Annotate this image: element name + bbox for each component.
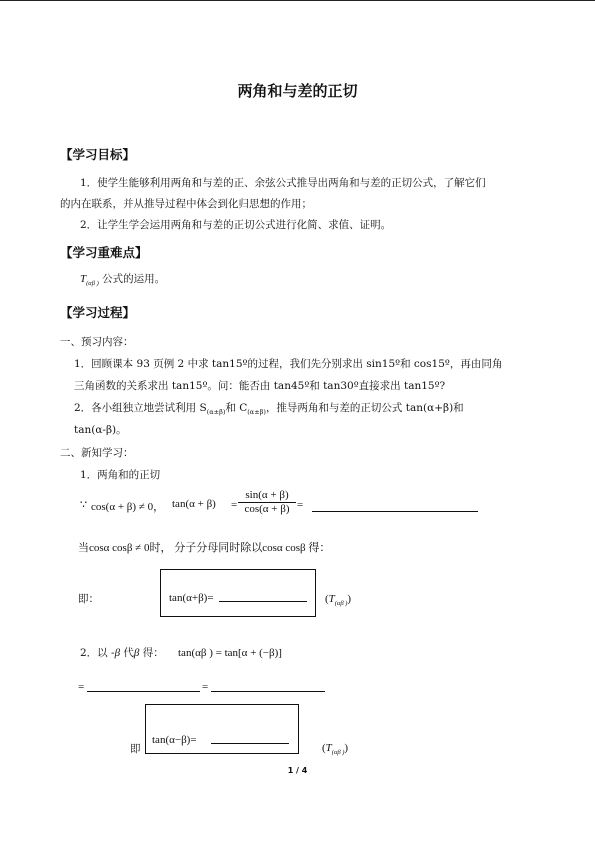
page-title: 两角和与差的正切 [237, 82, 358, 100]
preview-line-3 [74, 401, 464, 419]
box1-formula: tan(α+β)= [169, 592, 214, 604]
t-minus-label: $(T_{(\alpha\beta )})$ [322, 742, 349, 756]
top-rule [0, 0, 595, 1]
equals-1: = [231, 499, 238, 511]
t-plus-sub: (αβ ) [334, 600, 348, 607]
ji-label-1: 即： [78, 593, 99, 605]
goal-2: 2．让学生学会运用两角和与差的正切公式进行化简、求值、证明。 [80, 219, 392, 231]
t-plus-symbol: T [328, 593, 335, 605]
answer-blank-1[interactable] [312, 501, 478, 512]
page-number: 1 / 4 [287, 766, 308, 775]
newknow-label: 二、新知学习： [60, 447, 134, 459]
fraction-numerator: sin(α + β) [245, 489, 289, 501]
beta-symbol-2: β [133, 647, 140, 659]
t-symbol: T [80, 273, 87, 285]
preview-line-2: 三角函数的关系求出 tan15º。问：能否由 tan45º和 tan30º直接求出 tan15º? [74, 380, 446, 392]
formula-box-2 [145, 704, 299, 754]
item-2b: 代 [123, 647, 134, 659]
preview-line-3b: 和 C [225, 402, 248, 414]
box1-blank[interactable] [219, 591, 307, 602]
answer-blank-3[interactable] [211, 681, 325, 692]
t-plus-label: $(T_{(\alpha\beta )})$ [325, 593, 352, 607]
t-minus-sub: (αβ ) [331, 749, 345, 756]
key-point [80, 272, 165, 291]
equals-mid: = [202, 681, 209, 693]
preview-label: 一、预习内容： [60, 336, 134, 348]
preview-line-3a: 2．各小组独立地尝试利用 S [74, 402, 207, 414]
item-1: 1．两角和的正切 [80, 469, 161, 481]
key-text: 公式的运用。 [102, 273, 166, 285]
box2-formula: tan(α−β)= [152, 734, 197, 746]
sin-cos-fraction [238, 489, 296, 516]
beta-symbol: β [114, 647, 121, 659]
equals-prefix: = [78, 681, 85, 693]
answer-blank-2[interactable] [87, 681, 200, 692]
item-2 [80, 646, 164, 660]
key-heading: 【学习重难点】 [60, 245, 148, 260]
t-minus-symbol: T [325, 742, 332, 754]
s-subscript: (α±β) [206, 408, 226, 416]
goal-1-line-1: 1．使学生能够利用两角和与差的正、余弦公式推导出两角和与差的正切公式，了解它们 [80, 177, 486, 189]
because-symbol: ∵ [80, 499, 87, 511]
item-2c: 得： [142, 647, 164, 659]
item2-formula: tan(αβ ) = tan[α + (−β)] [178, 647, 282, 659]
c-subscript: (α±β) [247, 408, 266, 416]
preview-line-4: tan(α-β)。 [74, 424, 127, 436]
fraction-denominator: cos(α + β) [244, 503, 290, 515]
preview-line-3c: ，推导两角和与差的正切公式 tan(α+β)和 [265, 402, 464, 414]
equals-2: = [297, 499, 304, 511]
box2-blank[interactable] [211, 733, 289, 744]
t-subscript: (αβ ) [86, 280, 99, 287]
goal-heading: 【学习目标】 [60, 147, 136, 162]
ji-label-2: 即 [130, 743, 141, 755]
item-2a: 2．以 - [80, 647, 115, 659]
tan-lhs: tan(α + β) [172, 498, 216, 510]
preview-line-1: 1．回顾课本 93 页例 2 中求 tan15º的过程，我们先分别求出 sin15º和 cos15º，再由同角 [74, 358, 503, 370]
process-heading: 【学习过程】 [60, 305, 136, 320]
goal-1-line-2: 的内在联系，并从推导过程中体会到化归思想的作用； [60, 198, 312, 210]
when-line: 当cosα cosβ ≠ 0时， 分子分母同时除以cosα cosβ 得： [78, 542, 331, 554]
cos-condition: cos(α + β) ≠ 0， [91, 501, 165, 513]
